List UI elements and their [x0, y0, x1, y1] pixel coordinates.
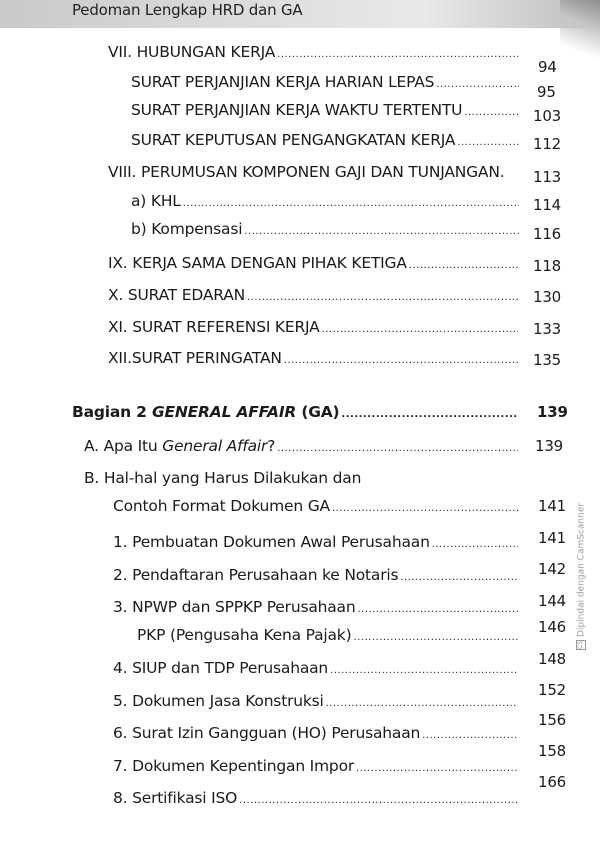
- toc-entry[interactable]: [108, 318, 562, 338]
- watermark-text: Dipindai dengan CamScanner: [576, 502, 587, 637]
- toc-leader: [183, 198, 519, 209]
- toc-entry[interactable]: [113, 560, 567, 584]
- toc-entry[interactable]: [113, 681, 567, 710]
- toc-page-number: 141: [538, 497, 567, 515]
- toc-entry-title: SURAT PERJANJIAN KERJA HARIAN LEPAS: [131, 73, 435, 91]
- toc-entry[interactable]: [131, 192, 562, 214]
- toc-entry[interactable]: [108, 349, 562, 369]
- toc-leader: [330, 665, 518, 676]
- toc-leader: [341, 409, 517, 420]
- toc-entry-title: VII. HUBUNGAN KERJA: [108, 43, 276, 61]
- toc-entry[interactable]: [113, 773, 567, 807]
- toc-leader: [277, 49, 518, 60]
- toc-entry-title: XII.SURAT PERINGATAN: [108, 349, 282, 367]
- toc-leader: [357, 604, 518, 615]
- toc-page-number: 113: [533, 168, 562, 186]
- toc-entry[interactable]: [108, 254, 562, 275]
- toc-page-number: 166: [538, 773, 567, 791]
- toc-entry-title: Contoh Format Dokumen GA: [113, 497, 330, 515]
- toc-leader: [353, 632, 518, 643]
- toc-page-number: 156: [538, 711, 567, 729]
- toc-entry-title: Bagian 2 GENERAL AFFAIR (GA): [72, 403, 340, 421]
- toc-entry[interactable]: [131, 73, 556, 101]
- toc-leader: [457, 137, 519, 148]
- toc-entry-title: X. SURAT EDARAN: [108, 286, 245, 304]
- toc-entry-title: 2. Pendaftaran Perusahaan ke Notaris: [113, 566, 399, 584]
- toc-entry-title: 8. Sertifikasi ISO: [113, 789, 238, 807]
- toc-page-number: 116: [533, 225, 562, 243]
- toc-entry[interactable]: [113, 742, 567, 775]
- toc-entry[interactable]: [113, 497, 567, 515]
- toc-page-number: 133: [533, 320, 562, 338]
- toc-entry[interactable]: [108, 163, 562, 186]
- toc-page-number: 141: [538, 529, 567, 547]
- toc-page-number: 139: [535, 437, 564, 455]
- toc-page-number: 103: [533, 107, 562, 125]
- toc-page-number: 94: [538, 58, 557, 76]
- toc-page-number: 139: [537, 403, 568, 421]
- toc-entry[interactable]: [113, 529, 567, 551]
- toc-leader: [277, 443, 518, 454]
- toc-page-number: 158: [538, 742, 567, 760]
- toc-entry[interactable]: [108, 286, 562, 306]
- toc-leader: [436, 79, 519, 90]
- toc-entry-title: SURAT PERJANJIAN KERJA WAKTU TERTENTU: [131, 101, 463, 119]
- toc-entry-title: XI. SURAT REFERENSI KERJA: [108, 318, 320, 336]
- toc-leader: [332, 503, 518, 514]
- toc-leader: [400, 572, 518, 583]
- toc-leader: [239, 795, 518, 806]
- toc-entry-title: 5. Dokumen Jasa Konstruksi: [113, 692, 324, 710]
- toc-leader: [247, 292, 518, 303]
- toc-entry[interactable]: [131, 101, 562, 125]
- toc-page-number: 112: [533, 135, 562, 153]
- toc-leader: [422, 730, 518, 741]
- toc-page-number: 144: [538, 592, 567, 610]
- toc-entry[interactable]: [113, 592, 567, 616]
- toc-leader: [356, 763, 518, 774]
- book-title: Pedoman Lengkap HRD dan GA: [72, 1, 303, 19]
- toc-entry-title: A. Apa Itu General Affair?: [84, 437, 276, 455]
- toc-page-number: 148: [538, 650, 567, 668]
- toc-entry[interactable]: [137, 618, 567, 644]
- toc-entry-title: B. Hal-hal yang Harus Dilakukan dan: [84, 469, 362, 487]
- toc-entry-title: 6. Surat Izin Gangguan (HO) Perusahaan: [113, 724, 421, 742]
- toc-entry-title: 3. NPWP dan SPPKP Perusahaan: [113, 598, 356, 616]
- toc-entry-title: b) Kompensasi: [131, 220, 243, 238]
- toc-entry[interactable]: [131, 131, 562, 153]
- toc-page-number: 114: [533, 196, 562, 214]
- toc-entry-title: IX. KERJA SAMA DENGAN PIHAK KETIGA: [108, 254, 407, 272]
- toc-entry-title: 4. SIUP dan TDP Perusahaan: [113, 659, 329, 677]
- toc-leader: [326, 698, 518, 709]
- toc-page-number: 146: [538, 618, 567, 636]
- toc-entry[interactable]: [84, 437, 564, 455]
- toc-leader: [322, 324, 518, 335]
- toc-leader: [464, 107, 519, 118]
- toc-entry-title: 1. Pembuatan Dokumen Awal Perusahaan: [113, 533, 430, 551]
- toc-page-number: 142: [538, 560, 567, 578]
- toc-entry-title: SURAT KEPUTUSAN PENGANGKATAN KERJA: [131, 131, 456, 149]
- camscanner-logo-icon: CS: [577, 641, 584, 649]
- toc-entry-title: PKP (Pengusaha Kena Pajak): [137, 626, 352, 644]
- toc-page-number: 135: [533, 351, 562, 369]
- toc-entry-title: a) KHL: [131, 192, 181, 210]
- toc-section-heading[interactable]: [72, 403, 568, 421]
- toc-page-number: 152: [538, 681, 567, 699]
- toc-leader: [284, 355, 518, 366]
- toc-page-number: 118: [533, 257, 562, 275]
- toc-entry-title: 7. Dokumen Kepentingan Impor: [113, 757, 355, 775]
- toc-entry-title: VIII. PERUMUSAN KOMPONEN GAJI DAN TUNJANGAN.: [108, 163, 505, 181]
- scanner-watermark: [576, 503, 587, 650]
- toc-page-number: 130: [533, 288, 562, 306]
- toc-page-number: 95: [537, 83, 556, 101]
- toc-leader: [244, 226, 519, 237]
- toc-entry[interactable]: [113, 711, 567, 742]
- toc-entry[interactable]: [113, 650, 567, 677]
- toc-leader: [432, 539, 518, 550]
- toc-entry: [84, 469, 520, 487]
- toc-entry[interactable]: [108, 43, 557, 76]
- toc-entry[interactable]: [131, 220, 562, 243]
- toc-leader: [409, 260, 518, 271]
